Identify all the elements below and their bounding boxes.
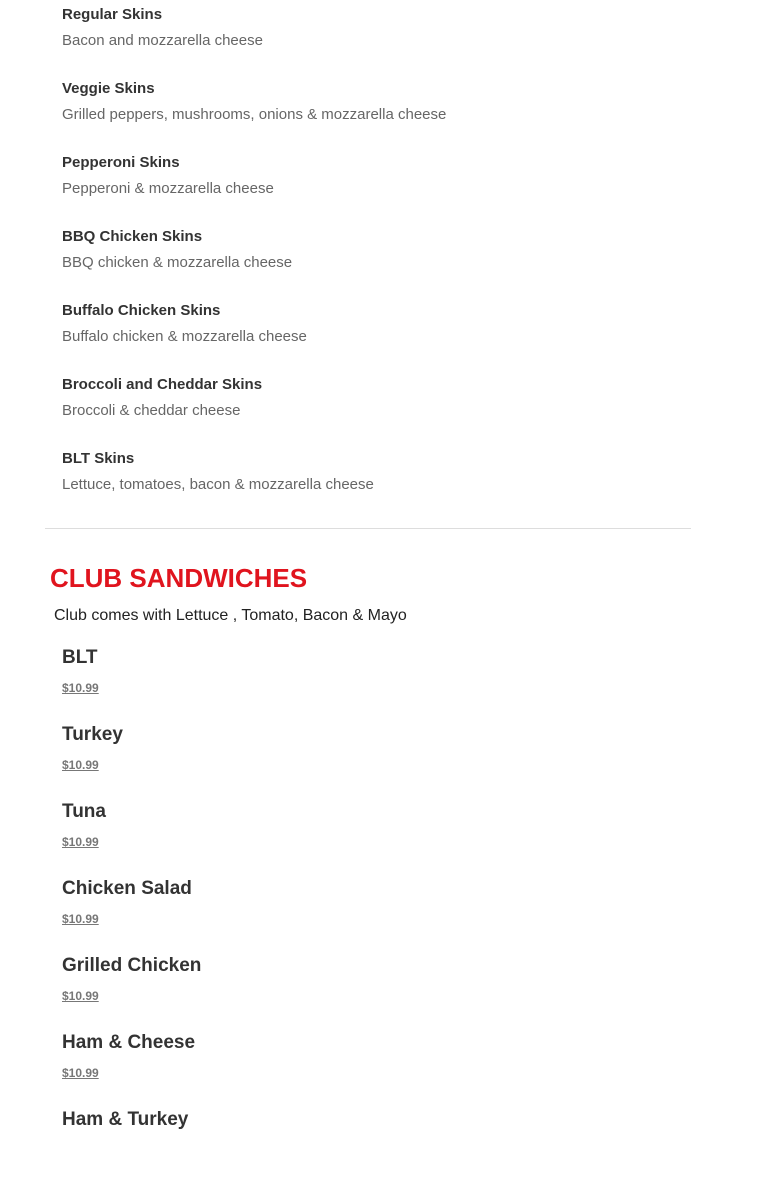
menu-item-name: Buffalo Chicken Skins (62, 302, 221, 319)
menu-item-price[interactable]: $10.99 (62, 758, 99, 772)
menu-item (62, 646, 682, 723)
menu-item (62, 74, 682, 148)
menu-item-name: BLT (62, 647, 98, 668)
section-note: Club comes with Lettuce , Tomato, Bacon & Mayo (54, 607, 407, 624)
menu-item-description: Bacon and mozzarella cheese (62, 32, 263, 49)
section-title: CLUB SANDWICHES (50, 563, 308, 593)
menu-item (62, 954, 682, 1031)
menu-item-price[interactable]: $10.99 (62, 912, 99, 926)
menu-item-name: Regular Skins (62, 6, 163, 23)
section-divider (45, 528, 691, 529)
menu-item-description: Broccoli & cheddar cheese (62, 402, 241, 419)
menu-item (62, 877, 682, 954)
menu-item (62, 444, 682, 518)
menu-item (62, 0, 682, 74)
menu-item-description: BBQ chicken & mozzarella cheese (62, 254, 293, 271)
menu-item-name: Broccoli and Cheddar Skins (62, 376, 263, 393)
menu-item-name: BLT Skins (62, 450, 135, 467)
menu-item-description: Lettuce, tomatoes, bacon & mozzarella cheese (62, 476, 374, 493)
menu-item-name: Ham & Cheese (62, 1032, 196, 1053)
menu-item (62, 723, 682, 800)
menu-item-name: BBQ Chicken Skins (62, 228, 203, 245)
menu-item-description: Grilled peppers, mushrooms, onions & mozzarella cheese (62, 106, 447, 123)
menu-item-price[interactable]: $10.99 (62, 681, 99, 695)
club-sandwiches-list (62, 646, 682, 1185)
menu-item-name: Ham & Turkey (62, 1109, 189, 1130)
menu-item-name: Pepperoni Skins (62, 154, 180, 171)
menu-item-name: Veggie Skins (62, 80, 155, 97)
menu-item-name: Tuna (62, 801, 106, 822)
menu-item (62, 1031, 682, 1108)
menu-item-price[interactable]: $10.99 (62, 835, 99, 849)
menu-item-price[interactable]: $10.99 (62, 989, 99, 1003)
skins-menu-list (62, 0, 682, 518)
menu-item (62, 296, 682, 370)
menu-item-name: Turkey (62, 724, 123, 745)
menu-item-description: Pepperoni & mozzarella cheese (62, 180, 274, 197)
menu-item (62, 148, 682, 222)
menu-item (62, 800, 682, 877)
menu-item-name: Grilled Chicken (62, 955, 202, 976)
menu-item (62, 222, 682, 296)
menu-item-price[interactable]: $10.99 (62, 1066, 99, 1080)
menu-item-name: Chicken Salad (62, 878, 192, 899)
menu-item-description: Buffalo chicken & mozzarella cheese (62, 328, 307, 345)
menu-item (62, 1108, 682, 1185)
menu-item (62, 370, 682, 444)
